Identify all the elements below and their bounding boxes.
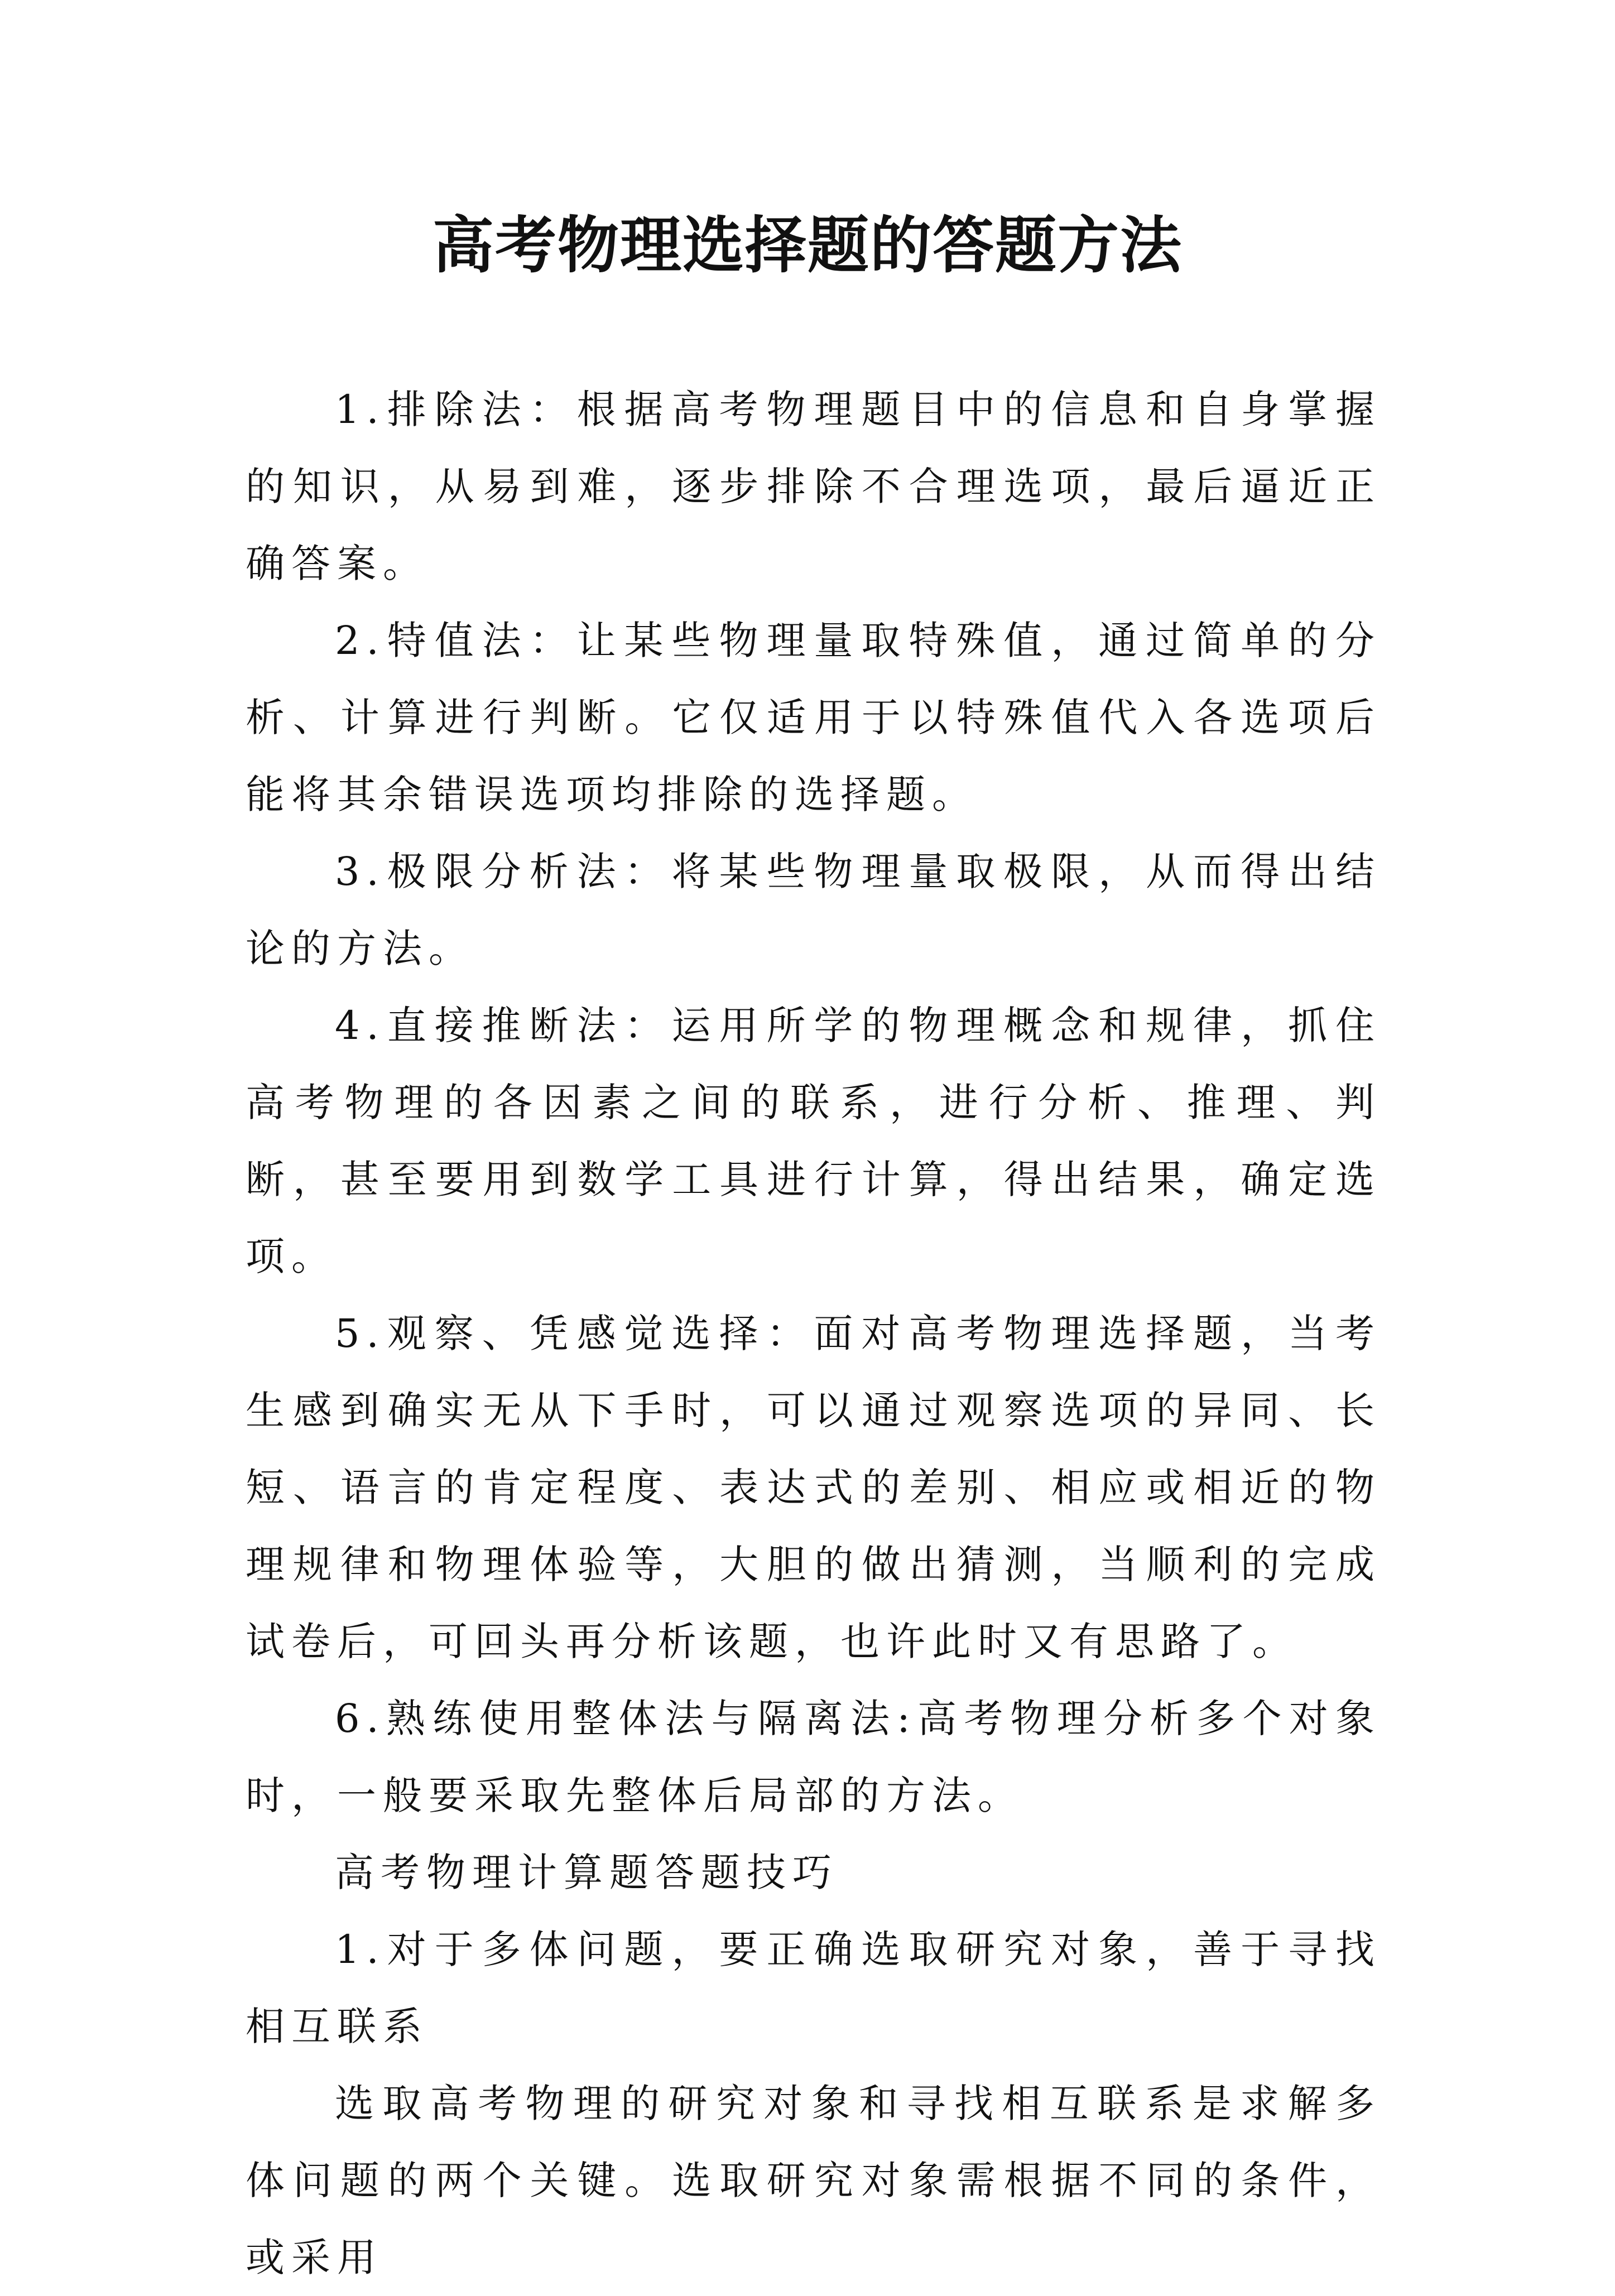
paragraph-research-object-selection: 选取高考物理的研究对象和寻找相互联系是求解多体问题的两个关键。选取研究对象需根据不同的条件，或采用 xyxy=(246,2081,1381,2280)
section-heading-calculation-tips: 高考物理计算题答题技巧 xyxy=(335,1850,838,1895)
paragraph-observation-method: 5.观察、凭感觉选择：面对高考物理选择题，当考生感到确实无从下手时，可以通过观察选项的异同、长短、语言的肯定程度、表达式的差别、相应或相近的物理规律和物理体验等，大胆的做出猜测，当顺利的完成试卷后，可回头再分析该题，也许此时又有思路了。 xyxy=(246,1311,1381,1664)
paragraph-multibody-problems: 1.对于多体问题，要正确选取研究对象，善于寻找相互联系 xyxy=(246,1927,1381,2049)
paragraph-direct-inference-method: 4.直接推断法：运用所学的物理概念和规律，抓住高考物理的各因素之间的联系，进行分析、推理、判断，甚至要用到数学工具进行计算，得出结果，确定选项。 xyxy=(246,1003,1381,1279)
page-title: 高考物理选择题的答题方法 xyxy=(432,209,1183,281)
paragraph-whole-isolation-method: 6.熟练使用整体法与隔离法:高考物理分析多个对象时，一般要采取先整体后局部的方法。 xyxy=(246,1696,1381,1818)
paragraph-elimination-method: 1.排除法：根据高考物理题目中的信息和自身掌握的知识，从易到难，逐步排除不合理选项，最后逼近正确答案。 xyxy=(246,387,1381,586)
document-body xyxy=(246,371,1381,2296)
paragraph-special-value-method: 2.特值法：让某些物理量取特殊值，通过简单的分析、计算进行判断。它仅适用于以特殊值代入各选项后能将其余错误选项均排除的选择题。 xyxy=(246,618,1381,817)
paragraph-limit-analysis-method: 3.极限分析法：将某些物理量取极限，从而得出结论的方法。 xyxy=(246,849,1381,971)
